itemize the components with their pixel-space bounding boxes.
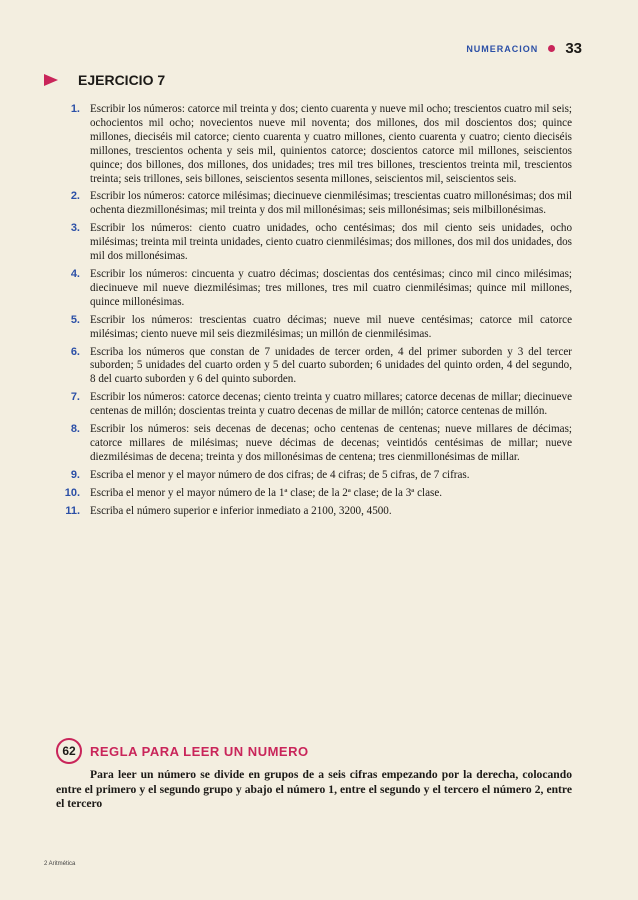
exercise-text: Escribir los números: seis decenas de decenas; ocho centenas de centenas; nueve millares de décimas; catorce millares de milésimas; nueve décimas de decenas; veintidós centésimas de millar; nueve diezmilésimas de decena; treinta y dos millonésimas de centena; tres cienmillonésimas de millar. <box>90 423 572 463</box>
exercise-number: 3. <box>70 222 80 235</box>
exercise-number: 1. <box>70 103 80 115</box>
exercise-number: 2. <box>70 190 80 203</box>
exercise-text: Escriba el menor y el mayor número de dos cifras; de 4 cifras; de 5 cifras, de 7 cifras. <box>90 468 470 481</box>
exercise-item <box>56 423 572 465</box>
exercise-number: 7. <box>70 391 80 404</box>
exercise-list <box>56 103 572 522</box>
exercise-item <box>56 314 572 342</box>
exercise-item <box>56 190 572 218</box>
exercise-text: Escribir los números: catorce milésimas; diecinueve cienmilésimas; trescientas cuatro millonésimas; dos mil ochenta diezmillonésimas; mil treinta y dos mil millonésimas; seis millonésimas; seis milbillonésimas. <box>90 190 572 217</box>
arrow-right-icon <box>44 74 58 86</box>
rule-body: Para leer un número se divide en grupos de a seis cifras empezando por la derecha, colocando entre el primero y el segundo grupo y abajo el número 1, entre el segundo y el tercero el número 2, entre el tercero <box>56 768 572 811</box>
exercise-title: EJERCICIO 7 <box>78 72 166 88</box>
footer-note: 2 Aritmética <box>44 861 76 867</box>
exercise-item <box>56 222 572 264</box>
exercise-item <box>56 505 572 519</box>
exercise-heading <box>44 72 165 88</box>
exercise-number: 4. <box>70 267 80 280</box>
exercise-number: 5. <box>70 313 80 326</box>
exercise-text: Escriba el menor y el mayor número de la 1ª clase; de la 2ª clase; de la 3ª clase. <box>90 486 443 499</box>
rule-heading <box>56 738 309 764</box>
section-title: NUMERACION <box>466 43 539 54</box>
page-header <box>466 40 582 57</box>
exercise-text: Escriba el número superior e inferior inmediato a 2100, 3200, 4500. <box>90 504 392 517</box>
exercise-number: 9. <box>70 468 80 481</box>
exercise-item <box>56 346 572 388</box>
exercise-number: 10. <box>64 486 80 499</box>
exercise-number: 8. <box>70 423 80 436</box>
exercise-item <box>56 103 572 186</box>
rule-title: REGLA PARA LEER UN NUMERO <box>90 743 309 759</box>
bullet-dot-icon <box>548 45 555 52</box>
exercise-number: 11. <box>65 504 80 517</box>
page-number: 33 <box>565 40 582 57</box>
exercise-text: Escribir los números: cincuenta y cuatro décimas; doscientas dos centésimas; cinco mil cinco milésimas; diecinueve mil nueve diezmilésimas; tres millones, tres mil cuatro cienmilésimas; quince mil millones, quince millonésimas. <box>90 267 572 308</box>
exercise-number: 6. <box>70 345 80 358</box>
exercise-text: Escribir los números: ciento cuatro unidades, ocho centésimas; dos mil ciento seis unidades, ocho milésimas; treinta mil treinta unidades, ciento cuatro cienmilésimas; dos millones, dos mil dos unidades, dos mil dos millonésimas. <box>90 222 572 263</box>
exercise-text: Escribir los números: trescientas cuatro décimas; nueve mil nueve centésimas; catorce mil catorce milésimas; ciento nueve mil seis diezmilésimas; un millón de cienmilésimas. <box>90 313 572 340</box>
exercise-text: Escribir los números: catorce mil treinta y dos; ciento cuarenta y nueve mil ocho; trescientos cuatro mil seis; ochocientos mil ocho; novecientos nueve mil noventa; dos millones, dos mil doscientos dos; quince millones, dieciséis mil catorce; ciento cuarenta y cuatro millones, ciento cuarenta y cuatro; ciento dieciséis millones, trescientos ochenta y seis mil, quinientos catorce; doscientos catorce mil millones, seiscientos quince; dos billones, dos millones, dos unidades; tres mil tres billones, trescientos treinta mil, trescientos treinta; seis trillones, seis billones, seiscientos sesenta millones, seiscientos mil, seiscientos seis. <box>90 103 572 185</box>
exercise-item <box>56 487 572 501</box>
exercise-text: Escriba los números que constan de 7 unidades de tercer orden, 4 del primer suborden y 3 del tercer suborden; 5 unidades del cuarto orden y 5 del cuarto suborden; 6 unidades del quinto orden, 4 del segundo, 8 del cuarto suborden y 6 del quinto suborden. <box>90 345 572 386</box>
exercise-item <box>56 469 572 483</box>
exercise-text: Escribir los números: catorce decenas; ciento treinta y cuatro millares; catorce decenas de millar; diecinueve centenas de millón; doscientas treinta y cuatro decenas de millar de millón; catorce centenas de millón. <box>90 391 572 418</box>
exercise-item <box>56 391 572 419</box>
rule-number-badge: 62 <box>56 738 82 764</box>
exercise-item <box>56 268 572 310</box>
